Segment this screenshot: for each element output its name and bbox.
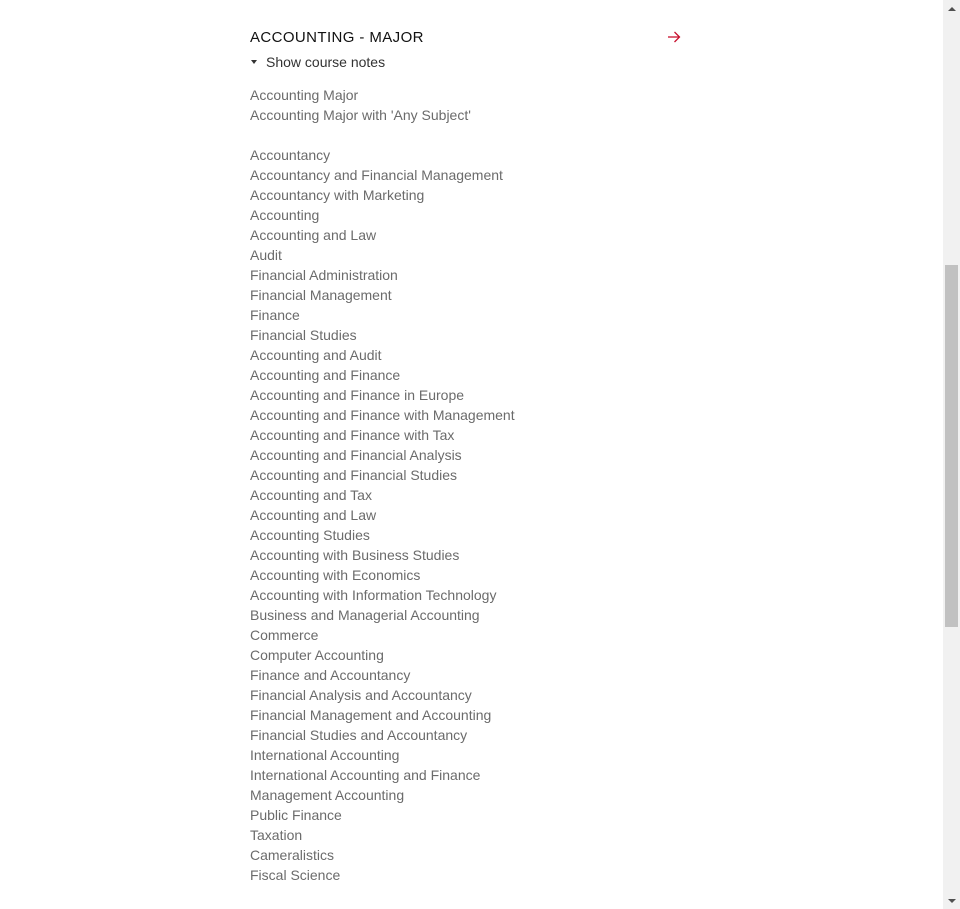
arrow-right-icon[interactable]	[664, 27, 684, 47]
list-item: Accountancy and Financial Management	[250, 167, 503, 183]
list-item: Accounting Major with 'Any Subject'	[250, 107, 471, 123]
scroll-down-icon	[948, 899, 956, 903]
list-item: Business and Managerial Accounting	[250, 607, 480, 623]
list-item: Financial Studies and Accountancy	[250, 727, 468, 743]
list-item: Accounting	[250, 207, 320, 223]
list-item: Fiscal Science	[250, 867, 341, 883]
list-item: Accounting and Tax	[250, 487, 372, 503]
section-title: ACCOUNTING - MAJOR	[250, 29, 424, 46]
list-item: Computer Accounting	[250, 647, 384, 663]
list-item: Public Finance	[250, 807, 342, 823]
caret-down-icon	[251, 60, 257, 64]
list-item: Accounting Major	[250, 87, 359, 103]
list-item: Accounting with Business Studies	[250, 547, 460, 563]
list-item: Financial Management	[250, 287, 392, 303]
list-item: Commerce	[250, 627, 319, 643]
list-item: Accounting and Finance with Management	[250, 407, 515, 423]
list-item: Accounting and Audit	[250, 347, 382, 363]
list-item: Finance	[250, 307, 300, 323]
scroll-up-icon	[948, 7, 956, 11]
list-item: Accounting Studies	[250, 527, 370, 543]
list-item: Financial Administration	[250, 267, 398, 283]
list-item: Accounting and Law	[250, 507, 377, 523]
list-item: Accounting and Finance	[250, 367, 401, 383]
scrollbar-thumb[interactable]	[945, 265, 958, 627]
list-item: Accounting with Information Technology	[250, 587, 497, 603]
scroll-up-button[interactable]	[943, 0, 960, 17]
list-item: Financial Analysis and Accountancy	[250, 687, 472, 703]
list-item: Accountancy with Marketing	[250, 187, 425, 203]
list-item: Audit	[250, 247, 282, 263]
list-item: Accounting and Financial Analysis	[250, 447, 462, 463]
list-item: International Accounting and Finance	[250, 767, 481, 783]
course-list	[250, 85, 515, 885]
list-item: Accounting and Finance in Europe	[250, 387, 465, 403]
list-item: Accounting and Financial Studies	[250, 467, 458, 483]
section-header	[250, 0, 690, 50]
list-item: Accounting and Finance with Tax	[250, 427, 455, 443]
list-item: Accountancy	[250, 147, 331, 163]
show-course-notes-toggle[interactable]	[250, 53, 385, 71]
list-item: Finance and Accountancy	[250, 667, 411, 683]
list-item: Financial Studies	[250, 327, 357, 343]
show-course-notes-label: Show course notes	[266, 54, 386, 70]
list-item: Taxation	[250, 827, 303, 843]
course-section	[250, 0, 690, 883]
list-spacer	[250, 125, 515, 145]
vertical-scrollbar[interactable]	[943, 0, 960, 909]
list-item: Management Accounting	[250, 787, 405, 803]
scroll-down-button[interactable]	[943, 892, 960, 909]
list-item: Cameralistics	[250, 847, 335, 863]
list-item: Accounting and Law	[250, 227, 377, 243]
list-item: Financial Management and Accounting	[250, 707, 492, 723]
list-item: International Accounting	[250, 747, 400, 763]
list-item: Accounting with Economics	[250, 567, 421, 583]
